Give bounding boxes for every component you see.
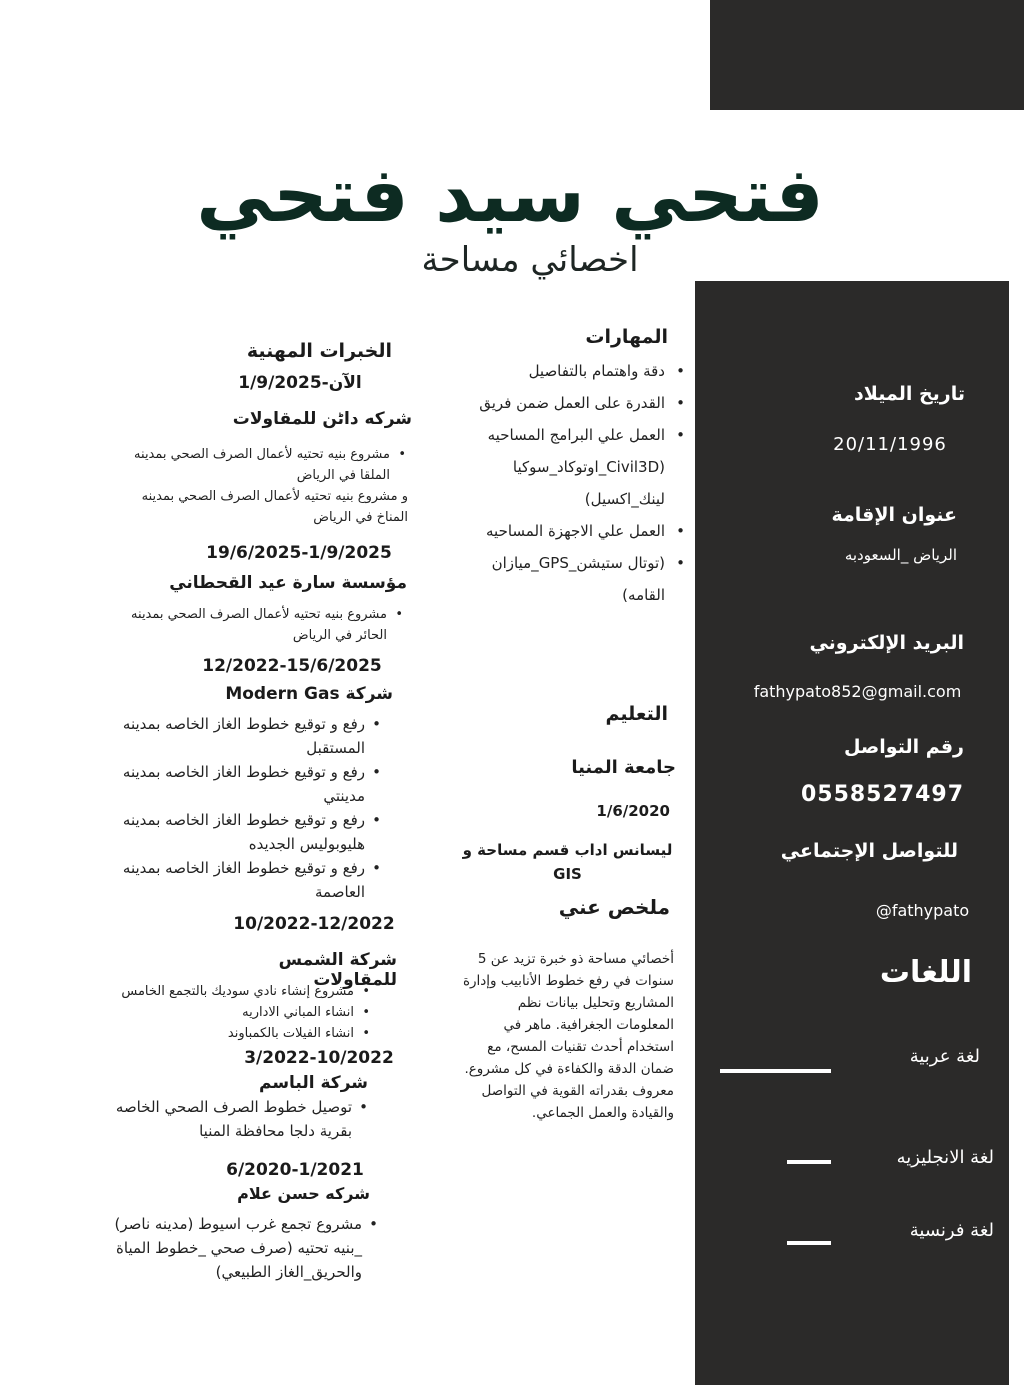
experience-title: الخبرات المهنية bbox=[246, 340, 392, 362]
job-date: 10/2022-12/2022 bbox=[233, 914, 395, 934]
skills-title: المهارات bbox=[585, 326, 668, 348]
language-level-bar-arabic bbox=[720, 1069, 831, 1073]
job-title: اخصائي مساحة bbox=[421, 240, 639, 280]
language-name-french: لغة فرنسية bbox=[909, 1220, 994, 1241]
job-task: رفع و توقيع خطوط الغاز الخاصه بمدينه العاصمة • bbox=[95, 856, 365, 904]
about-title: ملخص عني bbox=[558, 895, 670, 919]
about-text: أخصائي مساحة ذو خبرة تزيد عن 5 سنوات في رفع خطوط الأنابيب وإدارة المشاريع وتحليل بيانات نظم المعلومات الجغرافية. ماهر في استخدام أحدث تقنيات المسح، مع ضمان الدقة والكفاءة في كل مشروع. معروف بقدراته القوية في التواصل والقيادة والعمل الجماعي. bbox=[462, 951, 674, 1121]
job-date: 12/2022-15/6/2025 bbox=[202, 656, 382, 676]
job-company: شركه حسن علام bbox=[237, 1184, 370, 1203]
job-task: رفع و توقيع خطوط الغاز الخاصه بمدينه هليوبوليس الجديده • bbox=[95, 808, 365, 856]
job-task: توصيل خطوط الصرف الصحي الخاصه بقرية دلجا محافظة المنيا • bbox=[85, 1095, 352, 1143]
job-task: رفع و توقيع خطوط الغاز الخاصه بمدينه المستقبل • bbox=[95, 712, 365, 760]
birth-value: 20/11/1996 bbox=[833, 434, 947, 455]
job-date: 3/2022-10/2022 bbox=[244, 1048, 394, 1068]
skill-item: العمل علي الاجهزة المساحيه • bbox=[465, 515, 665, 547]
job-task: مشروع إنشاء نادي سوديك بالتجمع الخامس • bbox=[100, 981, 354, 1002]
skill-item: دقة واهتمام بالتفاصيل • bbox=[465, 355, 665, 387]
header-dark-block bbox=[710, 0, 1024, 110]
job-description bbox=[100, 981, 372, 1044]
education-title: التعليم bbox=[605, 703, 668, 725]
degree: ليسانس اداب قسم مساحة و GIS bbox=[462, 841, 673, 883]
job-task: مشروع بنيه تحتيه لأعمال الصرف الصحي بمدينه الملقا في الرياض • bbox=[110, 444, 390, 486]
skills-list bbox=[465, 355, 665, 611]
social-value[interactable]: @fathypato bbox=[875, 901, 970, 920]
job-date: 19/6/2025-1/9/2025 bbox=[206, 543, 392, 563]
candidate-name: فتحي سيد فتحي bbox=[196, 150, 824, 239]
language-name-english: لغة الانجليزيه bbox=[896, 1147, 994, 1168]
address-label: عنوان الإقامة bbox=[831, 504, 957, 526]
job-company: شركة الشمس للمقاولات bbox=[278, 950, 397, 990]
job-description bbox=[110, 444, 408, 528]
job-task: مشروع تجمع غرب اسيوط (مدينه ناصر) _بنيه تحتيه (صرف صحي _خطوط المياة والحريق_الغاز الطبيعي) • bbox=[95, 1212, 362, 1284]
birth-label: تاريخ الميلاد bbox=[854, 383, 965, 405]
job-description bbox=[85, 1095, 370, 1143]
email-label: البريد الإلكتروني bbox=[809, 632, 964, 654]
job-description bbox=[115, 604, 405, 646]
address-value: الرياض _السعودبه bbox=[844, 546, 957, 564]
language-level-bar-english bbox=[787, 1160, 831, 1164]
job-description bbox=[95, 712, 383, 904]
job-company: شركة الباسم bbox=[259, 1073, 368, 1093]
language-level-bar-french bbox=[787, 1241, 831, 1245]
skill-item: العمل علي البرامج المساحيه (Civil3D_اوتوكاد_سوكيا لينك_اكسيل) • bbox=[465, 419, 665, 515]
job-task: و مشروع بنيه تحتيه لأعمال الصرف الصحي بمدينه المناخ في الرياض bbox=[141, 489, 408, 525]
job-date: 6/2020-1/2021 bbox=[226, 1160, 364, 1180]
graduation-date: 1/6/2020 bbox=[596, 802, 670, 820]
skill-item: القدرة على العمل ضمن فريق • bbox=[465, 387, 665, 419]
social-label: للتواصل الإجتماعي bbox=[780, 840, 958, 862]
languages-title: اللغات bbox=[879, 955, 972, 990]
skill-item: (توتال ستيشن_GPS_ميازان القامه) • bbox=[465, 547, 665, 611]
job-company: شركة Modern Gas bbox=[225, 684, 393, 704]
job-task: مشروع بنيه تحتيه لأعمال الصرف الصحي بمدينه الحائر في الرياض • bbox=[115, 604, 387, 646]
university-name: جامعة المنيا bbox=[571, 757, 676, 778]
job-task: انشاء المباني الاداريه • bbox=[100, 1002, 354, 1023]
job-date: الآن-1/9/2025 bbox=[238, 373, 362, 393]
email-value[interactable]: fathypato852@gmail.com bbox=[753, 682, 962, 701]
job-company: شركه داٹن للمقاولات bbox=[232, 409, 412, 429]
job-description bbox=[95, 1212, 380, 1284]
job-task: انشاء الفيلات بالكمباوند • bbox=[100, 1023, 354, 1044]
phone-label: رقم التواصل bbox=[843, 736, 964, 758]
job-task: رفع و توقيع خطوط الغاز الخاصه بمدينه مدينتي • bbox=[95, 760, 365, 808]
job-company: مؤسسة سارة عيد القحطاني bbox=[169, 573, 407, 593]
language-name-arabic: لغة عربية bbox=[909, 1046, 980, 1067]
phone-value[interactable]: 0558527497 bbox=[800, 782, 965, 807]
